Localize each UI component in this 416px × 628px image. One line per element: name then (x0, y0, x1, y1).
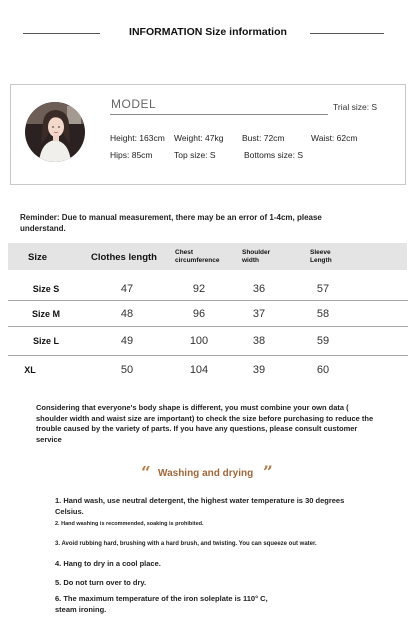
cell-clothes-length: 47 (120, 283, 134, 295)
body-shape-note: Considering that everyone's body shape is different, you must combine your own data ( shoulder width and waist size are important) to check the size before purchasing to reduce the trouble caused by the variety of parts. If you have any questions, please consult customer service (36, 403, 374, 444)
model-bust: Bust: 72cm (242, 133, 285, 143)
wash-instruction-1: 1. Hand wash, use neutral detergent, the highest water temperature is 30 degrees (55, 496, 345, 505)
model-divider (110, 114, 328, 115)
wash-instruction-6-cont: steam ironing. (55, 605, 107, 614)
cell-shoulder: 39 (252, 364, 266, 376)
cell-chest: 96 (192, 308, 206, 320)
wash-instruction-5: 5. Do not turn over to dry. (55, 578, 147, 587)
cell-sleeve: 60 (316, 364, 330, 376)
cell-sleeve: 58 (316, 308, 330, 320)
cell-chest: 104 (189, 364, 209, 376)
wash-instruction-3: 3. Avoid rubbing hard, brushing with a hard brush, and twisting. You can squeeze out water. (55, 541, 317, 547)
header-shoulder-line1: Shoulder (242, 249, 271, 256)
wash-instruction-1-cont: Celsius. (55, 507, 84, 516)
header-shoulder-line2: width (242, 257, 259, 264)
cell-sleeve: 59 (316, 335, 330, 347)
cell-chest: 100 (189, 335, 209, 347)
model-top-size: Top size: S (174, 150, 216, 160)
wash-instruction-2: 2. Hand washing is recommended, soaking is prohibited. (55, 521, 204, 527)
row-size: Size M (31, 309, 60, 319)
trial-size: Trial size: S (333, 102, 378, 112)
model-label: MODEL (111, 97, 157, 111)
header-size: Size (28, 252, 48, 263)
model-avatar (25, 102, 85, 162)
row-size: Size S (32, 284, 60, 294)
header-shoulder (242, 249, 270, 265)
cell-shoulder: 38 (252, 335, 266, 347)
cell-shoulder: 37 (252, 308, 266, 320)
model-bottoms-size: Bottoms size: S (244, 150, 304, 160)
page-title: INFORMATION Size information (129, 26, 287, 38)
size-table-header (8, 243, 407, 270)
wash-instruction-4: 4. Hang to dry in a cool place. (55, 559, 161, 568)
close-quote-mark: ” (263, 463, 273, 483)
header-clothes-length: Clothes length (91, 252, 157, 263)
header-chest-line2: circumference (175, 257, 220, 264)
row-divider (8, 326, 408, 327)
cell-clothes-length: 49 (120, 335, 134, 347)
open-quote-mark: “ (141, 463, 151, 483)
washing-title: Washing and drying (158, 468, 254, 479)
cell-sleeve: 57 (316, 283, 330, 295)
header-chest-line1: Chest (175, 249, 194, 256)
model-height: Height: 163cm (110, 133, 165, 143)
cell-clothes-length: 50 (120, 364, 134, 376)
row-size: XL (24, 365, 36, 375)
header-sleeve-line2: Length (310, 257, 332, 264)
table-row (0, 357, 416, 383)
wash-instruction-6: 6. The maximum temperature of the iron soleplate is 110° C, (55, 594, 268, 603)
model-info-card (10, 84, 406, 185)
model-waist: Waist: 62cm (311, 133, 358, 143)
model-weight: Weight: 47kg (174, 133, 224, 143)
row-size: Size L (32, 336, 59, 346)
cell-shoulder: 36 (252, 283, 266, 295)
table-row (0, 301, 416, 327)
header-sleeve (310, 249, 332, 265)
header-sleeve-line1: Sleeve (310, 249, 331, 256)
section-header (0, 26, 416, 40)
table-row (0, 276, 416, 302)
cell-chest: 92 (192, 283, 206, 295)
header-chest (175, 249, 219, 265)
measurement-reminder: Reminder: Due to manual measurement, there may be an error of 1-4cm, please understand. (20, 213, 322, 233)
cell-clothes-length: 48 (120, 308, 134, 320)
table-row (0, 328, 416, 354)
header-divider-right (310, 33, 384, 34)
washing-heading (0, 462, 416, 482)
model-hips: Hips: 85cm (110, 150, 153, 160)
row-divider (8, 355, 408, 356)
